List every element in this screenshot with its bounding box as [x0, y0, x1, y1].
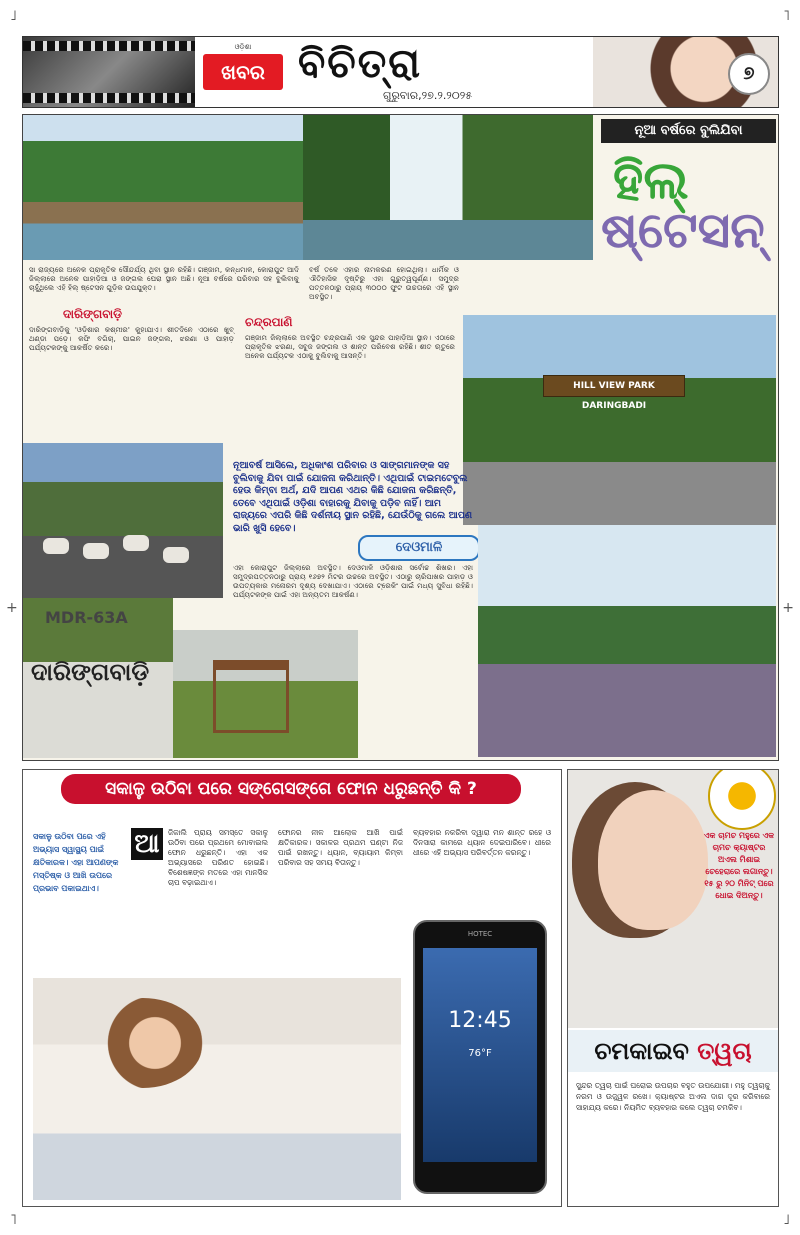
smartphone-image	[413, 920, 547, 1194]
phone-body-col1: ଜିକାଲି ପ୍ରାୟ ସମସ୍ତେ ସକାଳୁ ଉଠିବା ପରେ ପ୍ରଥମେ ମୋବାଇଲ ଫୋନ ଧରୁଛନ୍ତି। ଏହା ଏକ ଅଭ୍ୟାସରେ ପରିଣତ ହୋଇଛି। ବିଶେଷଜ୍ଞଙ୍କ ମତରେ ଏହା ମାନସିକ ଚାପ ବଢ଼ାଇଥାଏ।	[168, 828, 268, 887]
subhead-chandipani: ଚନ୍ଦ୍ରପାଣି	[245, 315, 293, 329]
page-number: ୭	[728, 53, 770, 95]
story-kicker: ନୂଆ ବର୍ଷରେ ବୁଲିଯିବା	[601, 119, 776, 143]
cattle-road-photo	[23, 443, 223, 598]
phone-body-col3: ବ୍ୟବହାର ନକରିବା ଦ୍ୱାରା ମନ ଶାନ୍ତ ରହେ ଓ ଦିନସାରା କାମରେ ଧ୍ୟାନ ଦେଇପାରିବେ। ଧୀରେ ଧୀରେ ଏହି ଅଭ୍ୟାସ ପରିବର୍ତ୍ତନ କରନ୍ତୁ।	[413, 828, 551, 857]
skin-story-body: ସୁନ୍ଦର ତ୍ୱଚା ପାଇଁ ଘରୋଇ ଉପଚାର ବହୁତ ଉପଯୋଗୀ। ମହୁ ତ୍ୱଚାକୁ ନରମ ଓ ଉଜ୍ଜ୍ୱଳ ରଖେ। କ୍ୟାଷ୍ଟର ଅଏଲ ଦାଗ ଦୂର କରିବାରେ ସାହାଯ୍ୟ କରେ। ନିୟମିତ ବ୍ୟବହାର କଲେ ତ୍ୱଚା ଚମକିବ।	[576, 1081, 770, 1112]
face-figure	[598, 790, 708, 930]
phone-body-col2: ଫୋନର ନୀଳ ଆଲୋକ ଆଖି ପାଇଁ କ୍ଷତିକାରକ। ସକାଳର ପ୍ରଥମ ଘଣ୍ଟା ନିଜ ପାଇଁ ରଖନ୍ତୁ। ଧ୍ୟାନ, ବ୍ୟାୟାମ କିମ୍ବା ପରିବାର ସହ ସମୟ ବିତାନ୍ତୁ।	[278, 828, 403, 867]
hill-station-story	[22, 114, 779, 761]
drop-cap: ଆ	[131, 828, 163, 860]
skin-tip: ଏକ ଚାମଚ ମହୁରେ ଏକ ଚାମଚ କ୍ୟାଷ୍ଟର ଅଏଲ ମିଶାଇ ଚେହେରାରେ ଲଗାନ୍ତୁ। ୧୫ ରୁ ୨୦ ମିନିଟ୍ ପରେ ଧୋଇ ଦିଅନ୍ତୁ।	[703, 831, 775, 900]
page-header	[22, 36, 779, 108]
hill-road-photo	[478, 525, 776, 757]
milestone-name: ଦାରିଙ୍ଗବାଡ଼ି	[31, 658, 150, 686]
headline-part1: ଚମକାଇବ	[594, 1037, 689, 1065]
phone-habit-story	[22, 769, 562, 1207]
woman-face-photo	[568, 770, 778, 1028]
section-title: ବିଚିତ୍ରା	[298, 41, 423, 87]
waterfall-photo	[303, 115, 593, 260]
crop-mark: ˩	[10, 8, 17, 24]
phone-weather: 76°F	[468, 1048, 492, 1059]
crop-mark: ˩	[783, 1212, 790, 1228]
phone-story-intro: ସକାଳୁ ଉଠିବା ପରେ ଏହି ଅଭ୍ୟାସ ସ୍ୱାସ୍ଥ୍ୟ ପାଇଁ କ୍ଷତିକାରକ। ଏହା ଆପଣଙ୍କ ମସ୍ତିଷ୍କ ଓ ଆଖି ଉପରେ ପ୍ରଭାବ ପକାଇଥାଏ।	[33, 832, 119, 893]
chandipani-text: ଗଞ୍ଜାମ ଜିଲ୍ଲାରେ ଅବସ୍ଥିତ ଚନ୍ଦ୍ରପାଣି ଏକ ସୁନ୍ଦର ପାହାଡ଼ିଆ ସ୍ଥାନ। ଏଠାରେ ପ୍ରାକୃତିକ ଝରଣା, ସବୁଜ ଜଙ୍ଗଲ ଓ ଶାନ୍ତ ପରିବେଶ ରହିଛି। ଶୀତ ଋତୁରେ ଅନେକ ପର୍ଯ୍ୟଟକ ଏଠାକୁ ବୁଲିବାକୁ ଆସନ୍ତି।	[245, 333, 455, 360]
phone-clock: 12:45	[448, 1008, 512, 1033]
crop-mark: ˥	[10, 1212, 17, 1228]
crop-mark: +	[782, 600, 794, 616]
logo-tagline: ଓଡ଼ିଶା	[234, 43, 252, 51]
crop-mark: ˥	[783, 8, 790, 24]
milestone-photo	[23, 598, 173, 758]
pull-quote: ନୂଆବର୍ଷ ଆସିଲେ, ଅଧିକାଂଶ ପରିବାର ଓ ସାଙ୍ଗମାନଙ୍କ ସହ ବୁଲିବାକୁ ଯିବା ପାଇଁ ଯୋଜନା କରିଥାନ୍ତି। ଏଥିପାଇଁ ଟାଇମଟେବୁଲ ହେଉ କିମ୍ବା ଅର୍ଥ, ଯଦି ଆପଣ ଏଥର କିଛି ଯୋଜନା କରିଛନ୍ତି, ତେବେ ଏଥିପାଇଁ ଓଡ଼ିଶା ବାହାରକୁ ଯିବାକୁ ପଡ଼ିବ ନାହିଁ। ଆମ ରାଜ୍ୟରେ ଏପରି କିଛି ଦର୍ଶନୀୟ ସ୍ଥାନ ରହିଛି, ଯେଉଁଠିକୁ ଗଲେ ଆପଣ ଭାରି ଖୁସି ହେବେ।	[233, 460, 473, 534]
phone-screen	[423, 948, 537, 1162]
phone-brand: HOTEC	[467, 930, 493, 938]
logo-text: ଖବର	[203, 54, 283, 90]
misty-hut-photo	[173, 630, 358, 758]
story-headline-line1: ହିଲ୍	[613, 151, 689, 211]
river-forest-photo	[23, 115, 303, 260]
woman-in-bed-photo	[33, 978, 401, 1200]
newspaper-logo	[203, 43, 283, 101]
headline-part2: ତ୍ୱଚା	[697, 1037, 752, 1065]
watch-tower	[213, 660, 289, 733]
subhead-daringbadi: ଦାରିଙ୍ଗବାଡ଼ି	[63, 307, 123, 321]
intro-column-1: ସା ରାଜ୍ୟରେ ଅନେକ ପ୍ରାକୃତିକ ସୌନ୍ଦର୍ଯ୍ୟ ଥିବା ସ୍ଥାନ ରହିଛି। ଗଞ୍ଜାମ, କନ୍ଧମାଳ, କୋରାପୁଟ ଆଦି ଜିଲ୍ଲାରେ ଅନେକ ପାହାଡ଼ିଆ ଓ ଜଙ୍ଗଲ ଘେରା ସ୍ଥାନ ଅଛି। ନୂଆ ବର୍ଷରେ ପରିବାର ସହ ବୁଲିବାକୁ ଚାହୁଁଥିଲେ ଏହି ହିଲ୍ ଷ୍ଟେସନ ଗୁଡ଼ିକ ଉପଯୁକ୍ତ।	[29, 265, 299, 292]
phone-story-headline: ସକାଳୁ ଉଠିବା ପରେ ସଙ୍ଗେସଙ୍ଗେ ଫୋନ ଧରୁଛନ୍ତି କି ?	[61, 774, 521, 804]
park-sign: HILL VIEW PARK DARINGBADI	[543, 375, 685, 397]
issue-date: ଗୁରୁବାର,୨୭.୨.୨୦୨୫	[383, 89, 473, 102]
story-headline-line2: ଷ୍ଟେସନ୍	[601, 201, 765, 259]
daringbadi-text: ଦାରିଙ୍ଗବାଡ଼ିକୁ 'ଓଡ଼ିଶାର କଶ୍ମୀର' କୁହାଯାଏ। ଶୀତଦିନେ ଏଠାରେ ଖୁବ୍ ଥଣ୍ଡା ପଡ଼େ। କଫି ବଗିଚା, ପାଇନ ଜଙ୍ଗଲ, ଝରଣା ଓ ପାହାଡ଼ ପର୍ଯ୍ୟଟକଙ୍କୁ ଆକର୍ଷିତ କରେ।	[29, 325, 234, 352]
subhead-deomali: ଦେଓମାଳି	[358, 535, 480, 561]
film-reel-image	[23, 37, 195, 107]
deomali-text: ଏହା କୋରାପୁଟ ଜିଲ୍ଲାରେ ଅବସ୍ଥିତ। ଦେଓମାଳି ଓଡ଼ିଶାର ସର୍ବୋଚ୍ଚ ଶିଖର। ଏହା ସମୁଦ୍ରପତ୍ତନଠାରୁ ପ୍ରାୟ ୧୬୭୨ ମିଟର ଉଚ୍ଚରେ ଅବସ୍ଥିତ। ଏଠାରୁ ଚାରିପାଖର ପାହାଡ଼ ଓ ଉପତ୍ୟକାର ମନୋରମ ଦୃଶ୍ୟ ଦେଖାଯାଏ। ଏଠାରେ ଟ୍ରେକିଂ ପାଇଁ ମଧ୍ୟ ସୁବିଧା ରହିଛି। ପର୍ଯ୍ୟଟକଙ୍କ ପାଇଁ ଏହା ଅନ୍ୟତମ ଆକର୍ଷଣ।	[233, 563, 473, 599]
skin-story-headline	[568, 1030, 778, 1072]
intro-column-2: ବର୍ଷ ତଳେ ଏହାର ନାମକରଣ ହୋଇଥିଲା। ଧାର୍ମିକ ଓ ଐତିହାସିକ ଦୃଷ୍ଟିରୁ ଏହା ଗୁରୁତ୍ୱପୂର୍ଣ୍ଣ। ସମୁଦ୍ର ପତ୍ତନଠାରୁ ପ୍ରାୟ ୩୦୦୦ ଫୁଟ ଉଚ୍ଚତାରେ ଏହି ସ୍ଥାନ ଅବସ୍ଥିତ।	[309, 265, 459, 301]
woman-figure	[83, 998, 203, 1088]
milestone-code: MDR-63A	[45, 608, 128, 627]
hill-view-park-photo	[463, 315, 776, 525]
oil-drop-icon	[708, 770, 776, 830]
crop-mark: +	[6, 600, 18, 616]
skin-care-story	[567, 769, 779, 1207]
